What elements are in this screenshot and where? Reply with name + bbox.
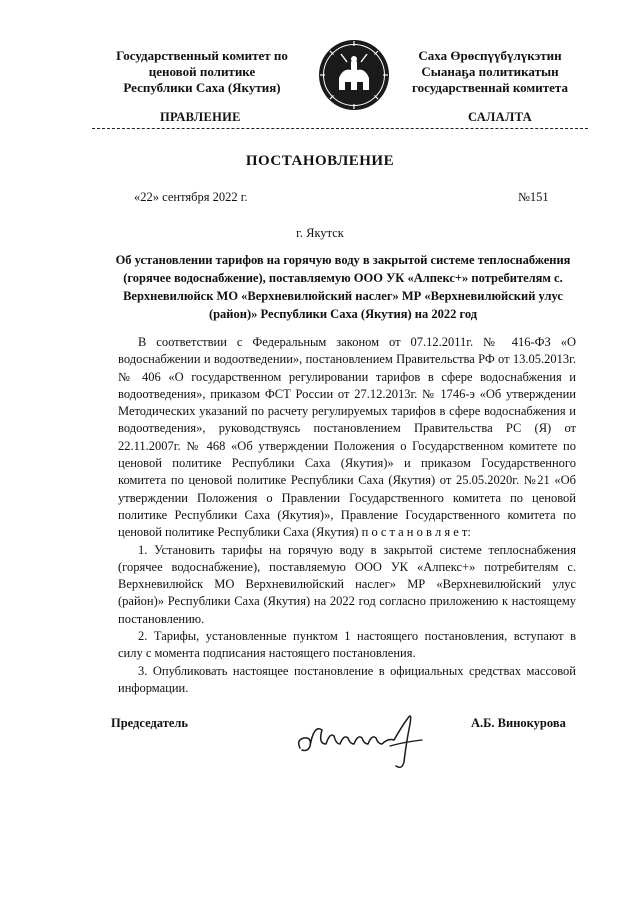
document-city: г. Якутск	[296, 226, 344, 240]
body-paragraph: 3. Опубликовать настоящее постановление в официальных средствах массовой информации.	[118, 663, 576, 695]
header-divider	[92, 128, 588, 129]
header-right-line: Саха Өрөспүүбүлүкэтин	[418, 48, 562, 63]
header-left-line: Республики Саха (Якутия)	[123, 80, 281, 95]
header-right-org	[410, 48, 570, 96]
header-left-org	[96, 48, 308, 96]
header-right-line: государственнай комитета	[412, 80, 568, 95]
header-right-line: Сыанаҕа политикатын	[421, 64, 559, 79]
signer-title: Председатель	[111, 716, 189, 730]
handwritten-signature	[292, 704, 442, 774]
document-number: №151	[518, 190, 549, 204]
body-paragraph: 1. Установить тарифы на горячую воду в закрытой системе теплоснабжения (горячее водоснабжение), поставляемую ООО УК «Алпекс+» потребителям с. Верхневилюйск МО Верхневилюйский наслег» МР «Верхневилюйский улус (район)» Республики Саха (Якутия) на 2022 год согласно приложению к настоящему постановлению.	[118, 542, 576, 626]
header-right-subtitle: САЛАЛТА	[468, 110, 532, 124]
header-left-line: Государственный комитет по	[116, 48, 288, 63]
header-left-subtitle: ПРАВЛЕНИЕ	[160, 110, 241, 124]
header-left-line: ценовой политике	[148, 64, 256, 79]
document-subject: Об установлении тарифов на горячую воду в закрытой системе теплоснабжения (горячее водоснабжение), поставляемую ООО УК «Алпекс+» потребителям с. Верхневилюйск МО «Верхневилюйский наслег» МР «Верхневилюйский улус (район)» Республики Саха (Якутия) на 2022 год	[115, 253, 571, 321]
document-date: «22» сентября 2022 г.	[134, 190, 248, 204]
body-paragraph: 2. Тарифы, установленные пунктом 1 настоящего постановления, вступают в силу с момента подписания настоящего постановления.	[118, 629, 576, 661]
document-body	[118, 334, 576, 697]
body-paragraph: В соответствии с Федеральным законом от 07.12.2011г. № 416-ФЗ «О водоснабжении и водоотведении», постановлением Правительства РФ от 13.05.2013г. № 406 «О государственном регулировании тарифов в сфере водоснабжения и водоотведения», приказом ФСТ России от 27.12.2013г. № 1746-э «Об утверждении Методических указаний по расчету регулируемых тарифов в сфере водоснабжения и водоотведения», руководствуясь постановлением Правительства РС (Я) от 22.11.2007г. № 468 «Об утверждении Положения о Государственном комитете по ценовой политике Республики Саха (Якутия)» и приказом Государственного комитета по ценовой политике Республики Саха (Якутия) от 25.05.2020г. №21 «Об утверждении Положения о Правлении Государственного комитета по ценовой политике Республики Саха (Якутия)», Правление Государственного комитета по ценовой политике Республики Саха (Якутия) п о с т а н о в л я е т:	[118, 335, 576, 540]
document-title: ПОСТАНОВЛЕНИЕ	[245, 153, 395, 169]
signer-name: А.Б. Винокурова	[471, 716, 566, 730]
coat-of-arms-emblem	[317, 38, 391, 112]
